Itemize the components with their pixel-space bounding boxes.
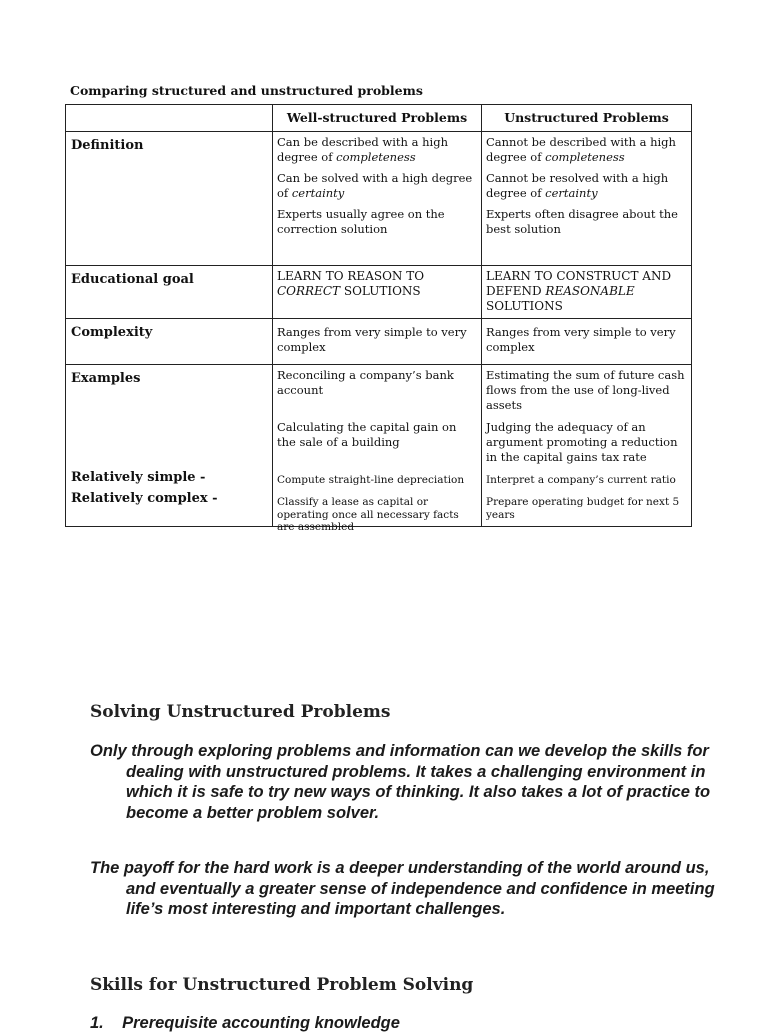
definition-ws-2 <box>277 171 477 201</box>
definition-un-1 <box>486 135 687 165</box>
example-ws-1: Reconciling a company’s bank account <box>277 368 454 397</box>
goal-well-structured <box>273 266 482 319</box>
row-label-educational-goal: Educational goal <box>66 266 273 319</box>
definition-ws-3-text: Experts usually agree on the correction solution <box>277 207 445 236</box>
definition-ws-1 <box>277 135 477 165</box>
examples-well-structured <box>273 365 482 533</box>
goal-ws-post: SOLUTIONS <box>340 284 421 298</box>
goal-un-pre: LEARN TO CONSTRUCT AND DEFEND <box>486 269 672 298</box>
goal-unstructured <box>482 266 692 319</box>
definition-ws-1-emphasis: completeness <box>336 150 416 164</box>
definition-un-1-text: Cannot be described with a high degree of <box>486 135 676 164</box>
definition-un-3 <box>486 207 687 237</box>
section-heading-solving: Solving Unstructured Problems <box>90 702 391 722</box>
examples-label: Examples <box>71 371 141 386</box>
example-un-1: Estimating the sum of future cash flows from the use of long-lived assets <box>486 368 685 412</box>
example-ws-complex: Classify a lease as capital or operating once all necessary facts are assembled <box>277 496 459 533</box>
examples-unstructured <box>482 365 692 527</box>
definition-ws-3 <box>277 207 477 237</box>
example-un-2: Judging the adequacy of an argument promoting a reduction in the capital gains tax rate <box>486 420 678 464</box>
goal-un-post: SOLUTIONS <box>486 299 563 313</box>
complexity-well-structured: Ranges from very simple to very complex <box>273 319 482 365</box>
paragraph-payoff: The payoff for the hard work is a deeper understanding of the world around us, and eventually a greater sense of independence and confidence in meeting life’s most interesting and important challenges. <box>90 859 715 918</box>
comparison-table <box>65 104 692 533</box>
example-un-simple: Interpret a company’s current ratio <box>486 474 676 486</box>
header-empty <box>66 105 273 132</box>
row-label-complexity: Complexity <box>66 319 273 365</box>
row-definition <box>66 132 692 266</box>
section-heading-skills: Skills for Unstructured Problem Solving <box>90 975 474 995</box>
relatively-simple-label: Relatively simple - <box>71 470 206 485</box>
definition-unstructured <box>482 132 692 266</box>
list-item-1-number: 1. <box>90 1014 104 1032</box>
header-well-structured: Well-structured Problems <box>273 105 482 132</box>
goal-ws-emphasis: CORRECT <box>277 284 341 298</box>
definition-ws-2-emphasis: certainty <box>291 186 345 200</box>
relatively-complex-label: Relatively complex - <box>71 491 218 506</box>
definition-well-structured <box>273 132 482 266</box>
row-label-definition: Definition <box>66 132 273 266</box>
header-unstructured: Unstructured Problems <box>482 105 692 132</box>
paragraph-exploring: Only through exploring problems and information can we develop the skills for dealing with unstructured problems. It takes a challenging environment in which it is safe to try new ways of thinking. It also takes a lot of practice to become a better problem solver. <box>90 742 711 822</box>
definition-ws-1-text: Can be described with a high degree of <box>277 135 448 164</box>
definition-un-3-text: Experts often disagree about the best solution <box>486 207 678 236</box>
definition-un-2 <box>486 171 687 201</box>
row-label-examples <box>66 365 273 527</box>
row-educational-goal <box>66 266 692 319</box>
goal-un-emphasis: REASONABLE <box>545 284 635 298</box>
example-un-complex: Prepare operating budget for next 5 years <box>486 496 680 521</box>
goal-ws-pre: LEARN TO REASON TO <box>277 269 425 283</box>
definition-un-1-emphasis: completeness <box>545 150 625 164</box>
complexity-unstructured: Ranges from very simple to very complex <box>482 319 692 365</box>
example-ws-2: Calculating the capital gain on the sale of a building <box>277 420 457 449</box>
table-header-row <box>66 105 692 132</box>
table-caption: Comparing structured and unstructured problems <box>70 83 423 98</box>
row-complexity <box>66 319 692 365</box>
definition-un-2-text: Cannot be resolved with a high degree of <box>486 171 669 200</box>
list-item-1-text: Prerequisite accounting knowledge <box>122 1014 400 1032</box>
definition-un-2-emphasis: certainty <box>545 186 598 200</box>
example-ws-simple: Compute straight-line depreciation <box>277 474 465 486</box>
row-examples <box>66 365 692 527</box>
definition-ws-2-text: Can be solved with a high degree of <box>277 171 473 200</box>
